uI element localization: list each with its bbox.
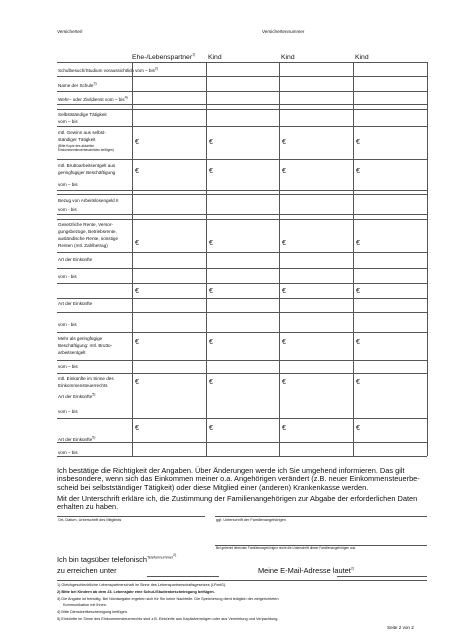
row-line <box>57 104 427 105</box>
period-label: vom – bis <box>58 409 78 414</box>
row-line <box>57 268 427 269</box>
self-employed-period-label: vom – bis <box>58 119 78 124</box>
euro-symbol: € <box>209 379 213 386</box>
euro-symbol: € <box>209 168 213 175</box>
row-line <box>57 418 427 419</box>
euro-symbol: € <box>282 339 286 346</box>
row-line <box>57 373 427 374</box>
family-signature-line[interactable] <box>215 516 427 517</box>
column-divider <box>427 62 428 456</box>
reachable-label-1: Ich bin tagsüber telefonisch <box>57 555 147 564</box>
pension-label-2: gungsbezüge, Betriebsrente, <box>58 229 117 234</box>
footnote-3: 3) Die Angabe ist freiwillig. Bei Nichtangabe ergeben sich für Sie keine Nachteile. Die Speicherung dient lediglich der zielgerichteten <box>57 597 279 601</box>
unemployment-period-label: vom - bis <box>58 207 77 212</box>
reachable-label-2: zu erreichen unter <box>57 566 117 575</box>
euro-symbol: € <box>282 139 286 146</box>
row-line <box>57 360 427 361</box>
phone-input-line[interactable] <box>147 576 219 577</box>
school-attendance-label: Schulbesuch/Studium voraussichtlich vom – bis$^{2)}$ <box>58 66 158 73</box>
tax-income-label-2: Einkommensteuerrechts <box>58 383 108 388</box>
minijob-label-2: Beschäftigung: mtl. Brutto- <box>58 343 113 348</box>
euro-symbol: € <box>135 139 139 146</box>
column-divider <box>279 62 280 456</box>
self-employed-label: Selbstständige Tätigkeit <box>58 112 107 117</box>
euro-symbol: € <box>135 339 139 346</box>
member-signature-caption: Ort, Datum, Unterschrift des Mitglieds <box>58 518 122 522</box>
row-line <box>57 126 427 127</box>
income-type-label: Art der Einkünfte <box>58 257 93 262</box>
row-line <box>57 109 427 110</box>
euro-symbol: € <box>282 168 286 175</box>
income-type-label: Art der Einkünfte <box>58 301 93 306</box>
euro-symbol: € <box>282 288 286 295</box>
row-line <box>57 442 427 443</box>
row-line <box>57 298 427 299</box>
pension-label-1: Gesetzliche Rente, Versor- <box>58 222 113 227</box>
col-child-1: Kind <box>208 54 222 61</box>
profit-label-1: mtl. Gewinn aus selbst- <box>58 130 106 135</box>
income-type-label: Art der Einkünfte$^{5)}$ <box>58 392 96 399</box>
family-signature-note: Bei getrennt lebenden Familienangehörigen reicht die Unterschrift dieser Familienangehörigen aus. <box>216 546 356 550</box>
euro-symbol: € <box>356 240 360 247</box>
row-line <box>57 159 427 160</box>
row-line <box>57 190 427 191</box>
footnote-5: 5) Einkünfte im Sinne des Einkommensteuerrechts sind z.B. Einkünfte aus Kapitalvermögen oder aus Vermietung und Verpachtung. <box>57 617 279 621</box>
footnote-2: 2) Bitte bei Kindern ab dem 23. Lebensjahr eine Schul-/Studienbescheinigung beifügen. <box>57 590 215 594</box>
euro-symbol: € <box>209 288 213 295</box>
minijob-period-label: vom – bis <box>58 364 78 369</box>
gross-label-2: geringfügiger Beschäftigung <box>58 170 116 175</box>
euro-symbol: € <box>356 379 360 386</box>
euro-symbol: € <box>209 139 213 146</box>
row-line <box>57 332 427 333</box>
period-label: vom - bis <box>58 274 77 279</box>
period-label: vom – bis <box>58 450 78 455</box>
row-line <box>57 456 427 457</box>
row-line <box>57 62 427 63</box>
footnote-3-continued: Kommunikation mit Ihnen. <box>63 603 107 607</box>
euro-symbol: € <box>135 168 139 175</box>
euro-symbol: € <box>135 288 139 295</box>
col-child-3: Kind <box>355 54 369 61</box>
euro-symbol: € <box>282 379 286 386</box>
insurance-number-label: Versichertennummer <box>262 29 305 34</box>
euro-symbol: € <box>356 339 360 346</box>
period-label: vom - bis <box>58 322 77 327</box>
unemployment-label: Bezug von Arbeitslosengeld II <box>58 198 119 203</box>
gross-label-1: mtl. Bruttoarbeitsentgelt aus <box>58 163 116 168</box>
euro-symbol: € <box>209 425 213 432</box>
profit-label-2: ständiger Tätigkeit <box>58 137 96 142</box>
income-type-label: Art der Einkünfte$^{5)}$ <box>58 435 96 442</box>
column-divider <box>206 62 207 456</box>
euro-symbol: € <box>356 425 360 432</box>
euro-symbol: € <box>209 240 213 247</box>
row-line <box>57 283 427 284</box>
declaration-paragraph-2: Mit der Unterschrift erkläre ich, die Zustimmung der Familienangehörigen zur Abgabe der erforderlichen Daten erhalten zu haben. <box>57 494 418 512</box>
col-child-2: Kind <box>281 54 295 61</box>
row-line <box>57 252 427 253</box>
email-label: Meine E-Mail-Adresse lautet$^{2)}$ <box>258 566 355 575</box>
declaration-paragraph-1: Ich bestätige die Richtigkeit der Angaben. Über Änderungen werde ich Sie umgehend informieren. Das gilt insbesondere, wenn sich das Einkommen meiner o.a. Angehörigen verändert (z.B. neuer Einkommensteuerbe- scheid bei selbstständiger Tätigkeit) oder diese Mitglied einer (anderen) Krankenkasse werden. <box>57 466 420 492</box>
euro-symbol: € <box>356 139 360 146</box>
row-line <box>57 76 427 77</box>
row-line <box>57 312 427 313</box>
email-input-line[interactable] <box>337 576 427 577</box>
insured-label: Versicherte/r <box>57 29 83 34</box>
column-divider <box>353 62 354 456</box>
minijob-label-3: arbeitsentgelt <box>58 350 86 355</box>
euro-symbol: € <box>135 425 139 432</box>
footnote-4: 4) Bitte Dienstzeitbescheinigung beifügen. <box>57 610 128 614</box>
euro-symbol: € <box>135 379 139 386</box>
row-line <box>57 219 427 220</box>
phone-label: Telefonnummer$^{2)}$ <box>147 553 177 560</box>
footnote-1: 1) Gleichgeschlechtliche Lebenspartnerschaft im Sinne des Lebenspartnerschaftsgesetzes (LPartG). <box>57 583 227 587</box>
military-service-label: Wehr– oder Zivildienst vom – bis$^{4)}$ <box>58 95 128 102</box>
footnote-divider <box>57 580 427 581</box>
column-divider <box>132 62 133 456</box>
pension-label-3: ausländische Rente, sonstige <box>58 236 119 241</box>
page-number: Seite 2 von 2 <box>387 625 414 630</box>
euro-symbol: € <box>356 288 360 295</box>
row-line <box>57 91 427 92</box>
euro-symbol: € <box>282 425 286 432</box>
pension-label-4: Renten (mtl. Zahlbetrag) <box>58 243 108 248</box>
row-line <box>57 194 427 195</box>
family-signature-caption: ggf. Unterschrift der Familienangehörigen <box>216 518 286 522</box>
euro-symbol: € <box>135 240 139 247</box>
profit-note: (Bitte Kopie des aktuellen Einkommensteuerbescheides beifügen) <box>58 144 114 152</box>
col-partner: Ehe-/Lebenspartner$^{1)}$ <box>132 52 196 61</box>
tax-income-label-1: mtl. Einkünfte im Sinne des <box>58 376 114 381</box>
gross-period-label: vom – bis <box>58 182 78 187</box>
euro-symbol: € <box>282 240 286 247</box>
member-signature-line[interactable] <box>57 516 205 517</box>
row-line <box>57 214 427 215</box>
euro-symbol: € <box>356 168 360 175</box>
school-name-label: Name der Schule$^{3)}$ <box>58 81 97 88</box>
euro-symbol: € <box>209 339 213 346</box>
minijob-label-1: Mehr als geringfügige <box>58 336 103 341</box>
